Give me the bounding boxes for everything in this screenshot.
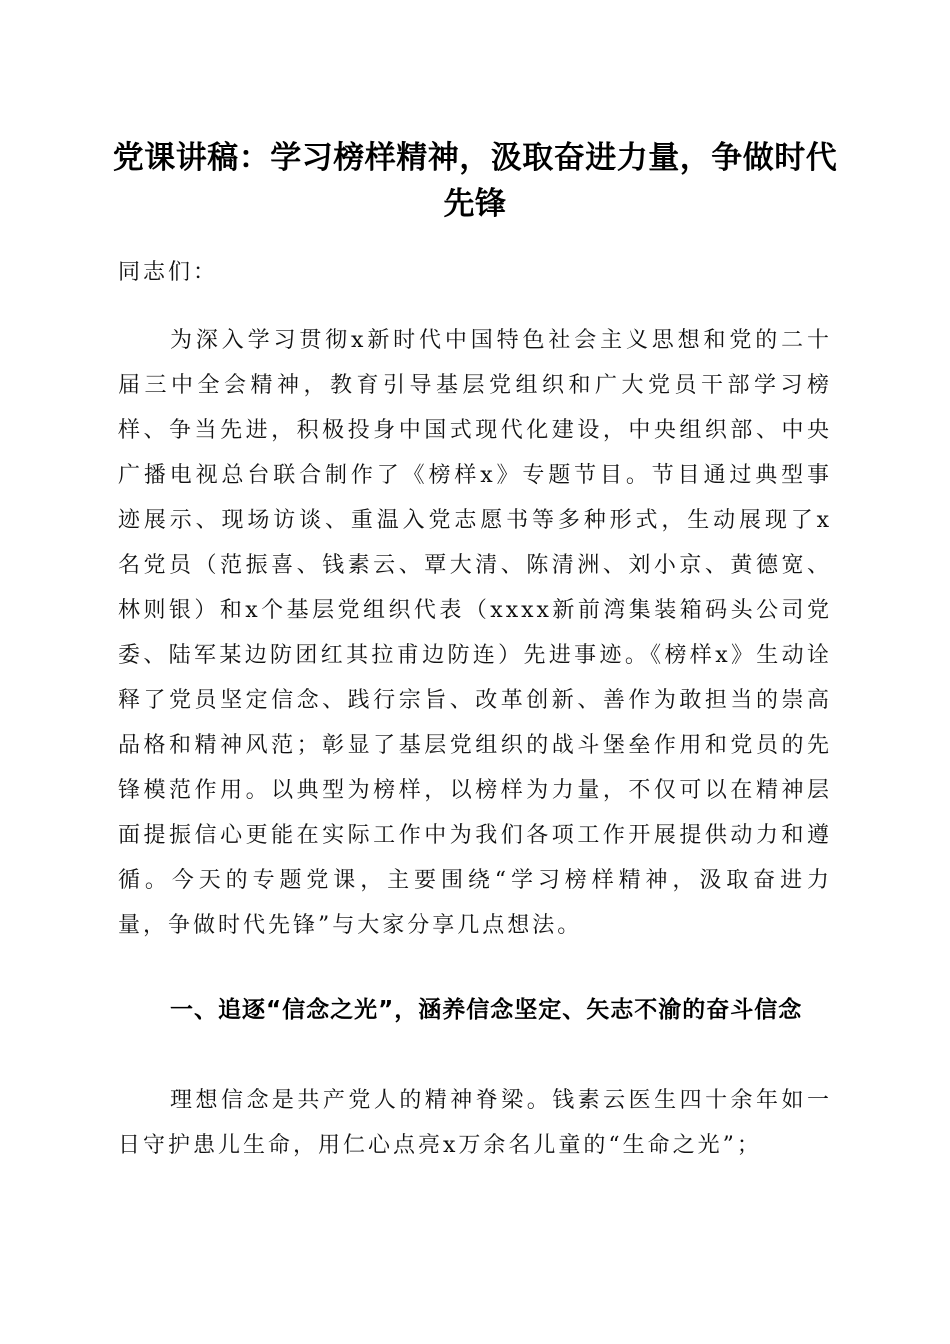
intro-paragraph: 为深入学习贯彻x新时代中国特色社会主义思想和党的二十届三中全会精神，教育引导基层党组织和广大党员干部学习榜样、争当先进，积极投身中国式现代化建设，中央组织部、中央广播电视总台联合制作了《榜样x》专题节目。节目通过典型事迹展示、现场访谈、重温入党志愿书等多种形式，生动展现了x名党员（范振喜、钱素云、覃大清、陈清洲、刘小京、黄德宽、林则银）和x个基层党组织代表（xxxx新前湾集装箱码头公司党委、陆军某边防团红其拉甫边防连）先进事迹。《榜样x》生动诠释了党员坚定信念、践行宗旨、改革创新、善作为敢担当的崇高品格和精神风范；彰显了基层党组织的战斗堡垒作用和党员的先锋模范作用。以典型为榜样，以榜样为力量，不仅可以在精神层面提振信心更能在实际工作中为我们各项工作开展提供动力和遵循。今天的专题党课，主要围绕“学习榜样精神，汲取奋进力量，争做时代先锋”与大家分享几点想法。: [118, 328, 832, 938]
section-heading-1: 一、追逐“信念之光”，涵养信念坚定、矢志不渝的奋斗信念: [170, 997, 803, 1023]
document-title: 党课讲稿：学习榜样精神，汲取奋进力量，争做时代先锋: [112, 140, 838, 222]
greeting: 同志们：: [118, 260, 219, 285]
section-1-paragraph: 理想信念是共产党人的精神脊梁。钱素云医生四十余年如一日守护患儿生命，用仁心点亮x万余名儿童的“生命之光”；: [118, 1088, 832, 1158]
